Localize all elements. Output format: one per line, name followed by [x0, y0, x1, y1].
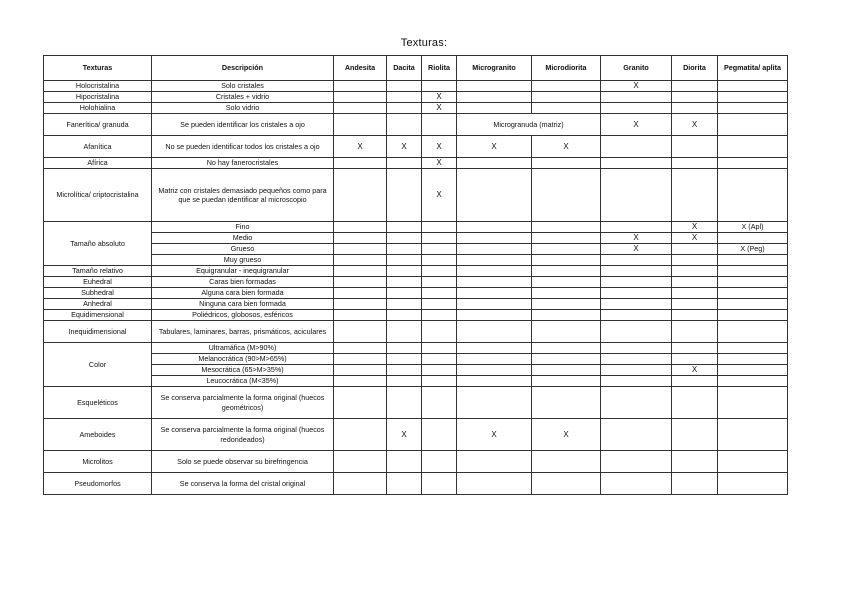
rock-cell — [601, 169, 672, 222]
rock-cell — [422, 277, 457, 288]
rock-cell — [334, 419, 387, 451]
rock-cell — [601, 365, 672, 376]
rock-cell — [457, 310, 532, 321]
rock-cell — [718, 321, 788, 343]
rock-cell — [387, 244, 422, 255]
rock-cell — [532, 92, 601, 103]
rock-cell — [387, 158, 422, 169]
rock-cell — [387, 255, 422, 266]
rock-cell — [457, 288, 532, 299]
rock-cell — [601, 321, 672, 343]
rock-cell — [422, 419, 457, 451]
rock-cell — [672, 92, 718, 103]
table-row — [44, 136, 788, 158]
description-cell: Matriz con cristales demasiado pequeños como para que se puedan identificar al microscopio — [152, 169, 334, 222]
rock-cell — [334, 310, 387, 321]
header-diorita: Diorita — [672, 56, 718, 81]
rock-cell — [457, 244, 532, 255]
rock-cell — [457, 81, 532, 92]
rock-cell — [334, 158, 387, 169]
rock-cell — [422, 451, 457, 473]
rock-cell — [601, 158, 672, 169]
table-row — [44, 169, 788, 222]
rock-cell — [457, 451, 532, 473]
rock-cell — [672, 343, 718, 354]
description-cell: Muy grueso — [152, 255, 334, 266]
rock-cell — [422, 299, 457, 310]
rock-cell — [672, 299, 718, 310]
texture-name-cell: Microlítica/ criptocristalina — [44, 169, 152, 222]
rock-cell: X — [422, 92, 457, 103]
rock-cell — [334, 169, 387, 222]
rock-cell — [601, 419, 672, 451]
rock-cell: X (Apl) — [718, 222, 788, 233]
rock-cell: X — [601, 81, 672, 92]
rock-cell — [532, 451, 601, 473]
header-andesita: Andesita — [334, 56, 387, 81]
texture-name-cell: Microlitos — [44, 451, 152, 473]
rock-cell — [601, 266, 672, 277]
rock-cell — [532, 277, 601, 288]
rock-cell — [387, 321, 422, 343]
description-cell: Grueso — [152, 244, 334, 255]
rock-cell — [334, 288, 387, 299]
texture-name-cell: Esqueléticos — [44, 387, 152, 419]
rock-cell — [334, 321, 387, 343]
rock-cell — [532, 244, 601, 255]
rock-cell — [718, 136, 788, 158]
description-cell: Se conserva parcialmente la forma original (huecos geométricos) — [152, 387, 334, 419]
description-cell: Ultramáfica (M>90%) — [152, 343, 334, 354]
rock-cell: X — [532, 136, 601, 158]
rock-cell — [601, 92, 672, 103]
table-row — [44, 451, 788, 473]
description-cell: Caras bien formadas — [152, 277, 334, 288]
rock-cell — [672, 158, 718, 169]
rock-cell — [422, 354, 457, 365]
rock-cell — [601, 451, 672, 473]
rock-cell — [718, 266, 788, 277]
rock-cell — [718, 288, 788, 299]
rock-cell — [532, 343, 601, 354]
rock-cell — [532, 233, 601, 244]
rock-cell — [532, 310, 601, 321]
rock-cell — [718, 103, 788, 114]
table-title: Texturas: — [400, 37, 448, 49]
texture-name-cell: Holocristalina — [44, 81, 152, 92]
description-cell: No se pueden identificar todos los cristales a ojo — [152, 136, 334, 158]
rock-cell — [672, 255, 718, 266]
rock-cell — [422, 255, 457, 266]
rock-cell — [672, 310, 718, 321]
rock-cell — [718, 451, 788, 473]
rock-cell — [457, 266, 532, 277]
rock-cell — [718, 169, 788, 222]
rock-cell — [387, 354, 422, 365]
rock-cell — [601, 387, 672, 419]
rock-cell — [601, 222, 672, 233]
rock-cell — [334, 299, 387, 310]
rock-cell — [718, 376, 788, 387]
rock-cell — [457, 233, 532, 244]
rock-cell — [457, 277, 532, 288]
rock-cell — [457, 103, 532, 114]
rock-cell — [387, 376, 422, 387]
rock-cell — [457, 343, 532, 354]
rock-cell — [532, 266, 601, 277]
rock-cell — [457, 354, 532, 365]
rock-cell — [601, 473, 672, 495]
description-cell: Melanocrática (90>M>65%) — [152, 354, 334, 365]
rock-cell — [718, 365, 788, 376]
rock-cell — [672, 419, 718, 451]
texture-name-cell: Color — [44, 343, 152, 387]
rock-cell — [334, 244, 387, 255]
rock-cell — [718, 255, 788, 266]
rock-cell — [672, 103, 718, 114]
rock-cell — [457, 222, 532, 233]
rock-cell — [601, 310, 672, 321]
rock-cell — [387, 222, 422, 233]
rock-cell — [672, 266, 718, 277]
table-row — [44, 277, 788, 288]
rock-cell — [672, 354, 718, 365]
rock-cell — [718, 81, 788, 92]
texture-name-cell: Tamaño absoluto — [44, 222, 152, 266]
rock-cell — [334, 266, 387, 277]
header-pegmatita-aplita: Pegmatita/ aplita — [718, 56, 788, 81]
rock-cell: X — [387, 419, 422, 451]
rock-cell — [334, 277, 387, 288]
rock-cell — [601, 299, 672, 310]
table-row — [44, 255, 788, 266]
description-cell: Solo vidrio — [152, 103, 334, 114]
texture-name-cell: Pseudomorfos — [44, 473, 152, 495]
rock-cell — [387, 114, 422, 136]
rock-cell — [457, 255, 532, 266]
rock-cell — [422, 222, 457, 233]
rock-cell — [672, 321, 718, 343]
rock-cell — [457, 387, 532, 419]
rock-cell — [334, 354, 387, 365]
rock-cell — [422, 387, 457, 419]
header-microdiorita: Microdiorita — [532, 56, 601, 81]
rock-cell — [672, 387, 718, 419]
description-cell: Se conserva la forma del cristal original — [152, 473, 334, 495]
table-body — [44, 81, 788, 495]
rock-cell — [532, 376, 601, 387]
rock-cell — [457, 158, 532, 169]
rock-cell — [672, 244, 718, 255]
table-row — [44, 343, 788, 354]
header-row — [44, 56, 788, 81]
texture-name-cell: Afírica — [44, 158, 152, 169]
rock-cell — [422, 114, 457, 136]
rock-cell — [422, 244, 457, 255]
rock-cell — [718, 310, 788, 321]
rock-cell — [387, 365, 422, 376]
rock-cell: X — [672, 365, 718, 376]
rock-cell — [422, 81, 457, 92]
rock-cell — [532, 81, 601, 92]
rock-cell — [387, 277, 422, 288]
rock-cell: X — [532, 419, 601, 451]
rock-cell — [718, 158, 788, 169]
rock-cell — [532, 255, 601, 266]
description-cell: Ninguna cara bien formada — [152, 299, 334, 310]
rock-cell — [422, 473, 457, 495]
rock-cell — [457, 376, 532, 387]
header-granito: Granito — [601, 56, 672, 81]
rock-cell — [532, 288, 601, 299]
texture-name-cell: Equidimensional — [44, 310, 152, 321]
rock-cell: X — [672, 233, 718, 244]
rock-cell — [457, 169, 532, 222]
rock-cell — [422, 266, 457, 277]
texture-name-cell: Anhedral — [44, 299, 152, 310]
header-microgranito: Microgranito — [457, 56, 532, 81]
rock-cell — [601, 255, 672, 266]
description-cell: Solo se puede observar su birefringencia — [152, 451, 334, 473]
description-cell: Se pueden identificar los cristales a ojo — [152, 114, 334, 136]
rock-cell — [718, 343, 788, 354]
rock-cell — [334, 114, 387, 136]
texture-name-cell: Euhedral — [44, 277, 152, 288]
rock-cell — [334, 473, 387, 495]
rock-cell — [532, 222, 601, 233]
rock-cell: X — [601, 114, 672, 136]
rock-cell — [387, 233, 422, 244]
rock-cell — [672, 81, 718, 92]
table-row — [44, 376, 788, 387]
rock-cell — [422, 376, 457, 387]
table-row — [44, 114, 788, 136]
rock-cell — [387, 299, 422, 310]
table-row — [44, 244, 788, 255]
rock-cell: X — [672, 114, 718, 136]
description-cell: Medio — [152, 233, 334, 244]
description-cell: No hay fanerocristales — [152, 158, 334, 169]
rock-cell — [718, 387, 788, 419]
table-row — [44, 81, 788, 92]
table-row — [44, 310, 788, 321]
rock-cell — [334, 81, 387, 92]
rock-cell — [422, 343, 457, 354]
header-descripcion: Descripción — [152, 56, 334, 81]
rock-cell — [387, 266, 422, 277]
rock-cell — [672, 376, 718, 387]
rock-cell — [532, 473, 601, 495]
rock-cell — [672, 136, 718, 158]
table-row — [44, 92, 788, 103]
table-row — [44, 321, 788, 343]
rock-cell — [387, 103, 422, 114]
rock-cell — [532, 103, 601, 114]
rock-cell: X — [601, 233, 672, 244]
table-row — [44, 233, 788, 244]
rock-cell — [672, 473, 718, 495]
rock-cell — [457, 473, 532, 495]
texture-name-cell: Ameboides — [44, 419, 152, 451]
rock-cell — [387, 81, 422, 92]
rock-cell — [718, 92, 788, 103]
rock-cell: X — [334, 136, 387, 158]
table-row — [44, 222, 788, 233]
description-cell: Fino — [152, 222, 334, 233]
texture-name-cell: Afanítica — [44, 136, 152, 158]
rock-cell — [601, 376, 672, 387]
rock-cell — [387, 310, 422, 321]
table-row — [44, 473, 788, 495]
description-cell: Leucocrática (M<35%) — [152, 376, 334, 387]
rock-cell — [672, 288, 718, 299]
rock-cell: X — [422, 103, 457, 114]
rock-cell — [532, 321, 601, 343]
rock-cell — [718, 233, 788, 244]
rock-cell — [422, 321, 457, 343]
rock-cell — [387, 451, 422, 473]
rock-cell — [457, 92, 532, 103]
rock-cell — [334, 103, 387, 114]
table-row — [44, 387, 788, 419]
rock-cell — [387, 387, 422, 419]
rock-cell: X — [422, 158, 457, 169]
rock-cell: X — [422, 136, 457, 158]
rock-cell — [718, 354, 788, 365]
description-cell: Alguna cara bien formada — [152, 288, 334, 299]
header-riolita: Riolita — [422, 56, 457, 81]
rock-cell: X — [601, 244, 672, 255]
description-cell: Poliédricos, globosos, esféricos — [152, 310, 334, 321]
rock-cell — [718, 114, 788, 136]
texture-name-cell: Inequidimensional — [44, 321, 152, 343]
table-row — [44, 266, 788, 277]
rock-cell — [601, 354, 672, 365]
rock-cell: X — [422, 169, 457, 222]
rock-cell — [532, 299, 601, 310]
table-row — [44, 103, 788, 114]
rock-cell — [387, 92, 422, 103]
rock-cell — [422, 288, 457, 299]
rock-cell — [601, 288, 672, 299]
rock-cell — [601, 277, 672, 288]
rock-cell — [718, 473, 788, 495]
rock-cell — [532, 387, 601, 419]
rock-cell — [532, 158, 601, 169]
rock-cell — [718, 299, 788, 310]
table-row — [44, 365, 788, 376]
rock-cell — [387, 473, 422, 495]
rock-cell: X — [672, 222, 718, 233]
rock-cell — [387, 288, 422, 299]
rock-cell — [334, 343, 387, 354]
rock-cell: X — [457, 136, 532, 158]
rock-cell — [457, 321, 532, 343]
rock-cell — [532, 169, 601, 222]
table-row — [44, 299, 788, 310]
table-row — [44, 288, 788, 299]
rock-cell: X (Peg) — [718, 244, 788, 255]
rock-cell — [718, 277, 788, 288]
rock-cell — [457, 299, 532, 310]
description-cell: Se conserva parcialmente la forma original (huecos redondeados) — [152, 419, 334, 451]
rock-cell — [334, 255, 387, 266]
description-cell: Mesocrática (65>M>35%) — [152, 365, 334, 376]
rock-cell — [334, 233, 387, 244]
texture-name-cell: Fanerítica/ granuda — [44, 114, 152, 136]
header-texturas: Texturas — [44, 56, 152, 81]
rock-cell — [334, 222, 387, 233]
rock-cell — [334, 451, 387, 473]
table-row — [44, 419, 788, 451]
rock-cell: X — [457, 419, 532, 451]
rock-cell — [672, 451, 718, 473]
rock-cell — [718, 419, 788, 451]
description-cell: Equigranular - inequigranular — [152, 266, 334, 277]
rock-cell — [601, 136, 672, 158]
table-row — [44, 354, 788, 365]
description-cell: Solo cristales — [152, 81, 334, 92]
rock-cell — [387, 169, 422, 222]
rock-cell — [334, 376, 387, 387]
rock-cell: Microgranuda (matriz) — [457, 114, 601, 136]
rock-cell — [334, 365, 387, 376]
texture-name-cell: Holohialina — [44, 103, 152, 114]
rock-cell — [422, 233, 457, 244]
texture-name-cell: Subhedral — [44, 288, 152, 299]
rock-cell — [601, 103, 672, 114]
table-row — [44, 158, 788, 169]
rock-cell: X — [387, 136, 422, 158]
rock-cell — [672, 169, 718, 222]
rock-cell — [334, 387, 387, 419]
rock-cell — [387, 343, 422, 354]
rock-cell — [601, 343, 672, 354]
rock-cell — [422, 365, 457, 376]
rock-cell — [532, 365, 601, 376]
description-cell: Cristales + vidrio — [152, 92, 334, 103]
textures-table — [43, 55, 788, 495]
rock-cell — [457, 365, 532, 376]
rock-cell — [672, 277, 718, 288]
rock-cell — [532, 354, 601, 365]
rock-cell — [334, 92, 387, 103]
texture-name-cell: Tamaño relativo — [44, 266, 152, 277]
description-cell: Tabulares, laminares, barras, prismáticos, aciculares — [152, 321, 334, 343]
texture-name-cell: Hipocristalina — [44, 92, 152, 103]
rock-cell — [422, 310, 457, 321]
header-dacita: Dacita — [387, 56, 422, 81]
